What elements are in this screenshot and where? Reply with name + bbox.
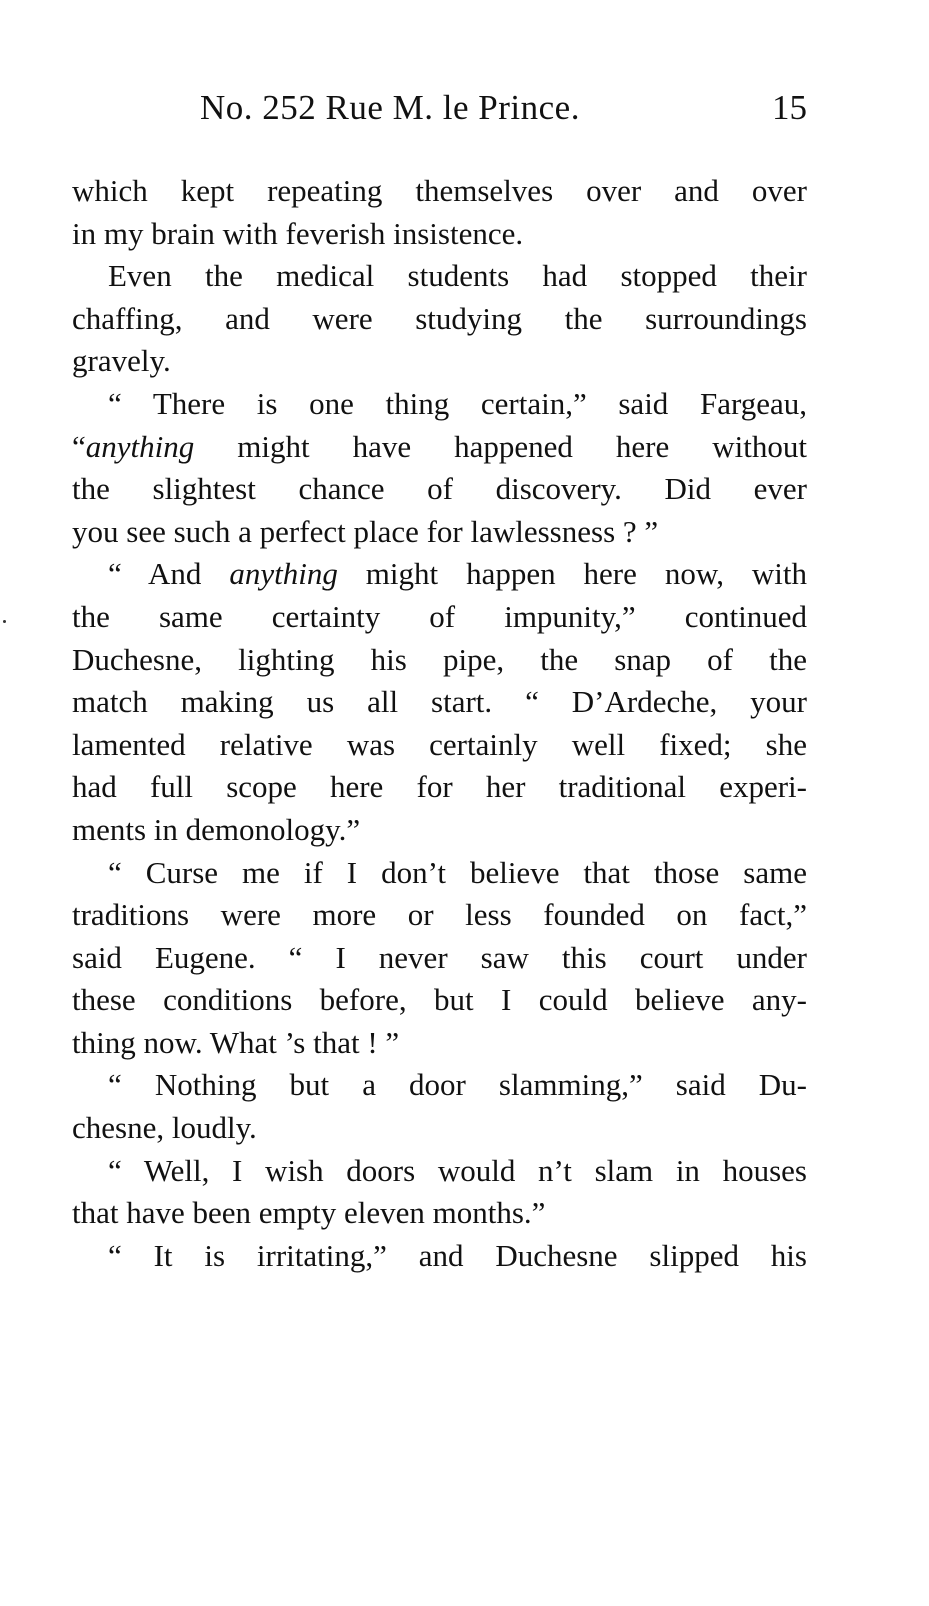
paragraph	[72, 383, 807, 553]
text-line: had full scope here for her traditional experi-	[72, 769, 807, 805]
text-line: chesne, loudly.	[72, 1110, 257, 1146]
text-line: Even the medical students had stopped their	[108, 258, 807, 294]
text-line: Duchesne, lighting his pipe, the snap of the	[72, 641, 807, 677]
text-line: “ It is irritating,” and Duchesne slipped his	[108, 1237, 807, 1273]
text-fragment: might happen here now, with	[337, 556, 808, 592]
margin-speck	[3, 620, 6, 623]
paragraph	[72, 1064, 807, 1149]
paragraph-continued	[72, 170, 807, 255]
text-line: “ Curse me if I don’t believe that those same	[108, 854, 807, 890]
paragraph	[72, 1150, 807, 1235]
text-fragment: “ And	[108, 556, 230, 592]
text-line: match making us all start. “ D’Ardeche, your	[72, 684, 807, 720]
emphasized-word: anything	[85, 428, 195, 464]
text-line: these conditions before, but I could believe any-	[72, 982, 807, 1018]
paragraph	[72, 1235, 807, 1278]
running-title: No. 252 Rue M. le Prince.	[200, 88, 580, 127]
text-line: lamented relative was certainly well fixed; she	[72, 726, 807, 762]
text-line: “ There is one thing certain,” said Fargeau,	[108, 385, 807, 421]
text-line: said Eugene. “ I never saw this court under	[72, 939, 807, 975]
text-line: which kept repeating themselves over and over	[72, 173, 807, 208]
text-line: the same certainty of impunity,” continued	[72, 598, 807, 634]
paragraph	[72, 255, 807, 383]
text-line: in my brain with feverish insistence.	[72, 215, 524, 251]
paragraph	[72, 553, 807, 851]
text-line: you see such a perfect place for lawlessness ? ”	[72, 513, 659, 549]
text-line: “ Well, I wish doors would n’t slam in houses	[108, 1152, 807, 1188]
text-line: “ Nothing but a door slamming,” said Du-	[108, 1067, 807, 1103]
page-number: 15	[772, 88, 807, 127]
text-line: the slightest chance of discovery. Did ever	[72, 471, 807, 507]
emphasized-word: anything	[229, 556, 338, 592]
body-text	[72, 170, 807, 1277]
running-head	[72, 88, 807, 140]
text-line: gravely.	[72, 343, 171, 379]
text-line: thing now. What ’s that ! ”	[72, 1024, 400, 1060]
text-fragment: might have happened here without	[194, 428, 807, 464]
text-line	[72, 426, 807, 469]
paragraph	[72, 852, 807, 1065]
text-line	[72, 553, 807, 596]
text-fragment: “	[72, 428, 86, 464]
text-line: that have been empty eleven months.”	[72, 1195, 546, 1231]
text-line: ments in demonology.”	[72, 811, 361, 847]
text-line: chaffing, and were studying the surroundings	[72, 300, 807, 336]
text-line: traditions were more or less founded on fact,”	[72, 897, 807, 933]
